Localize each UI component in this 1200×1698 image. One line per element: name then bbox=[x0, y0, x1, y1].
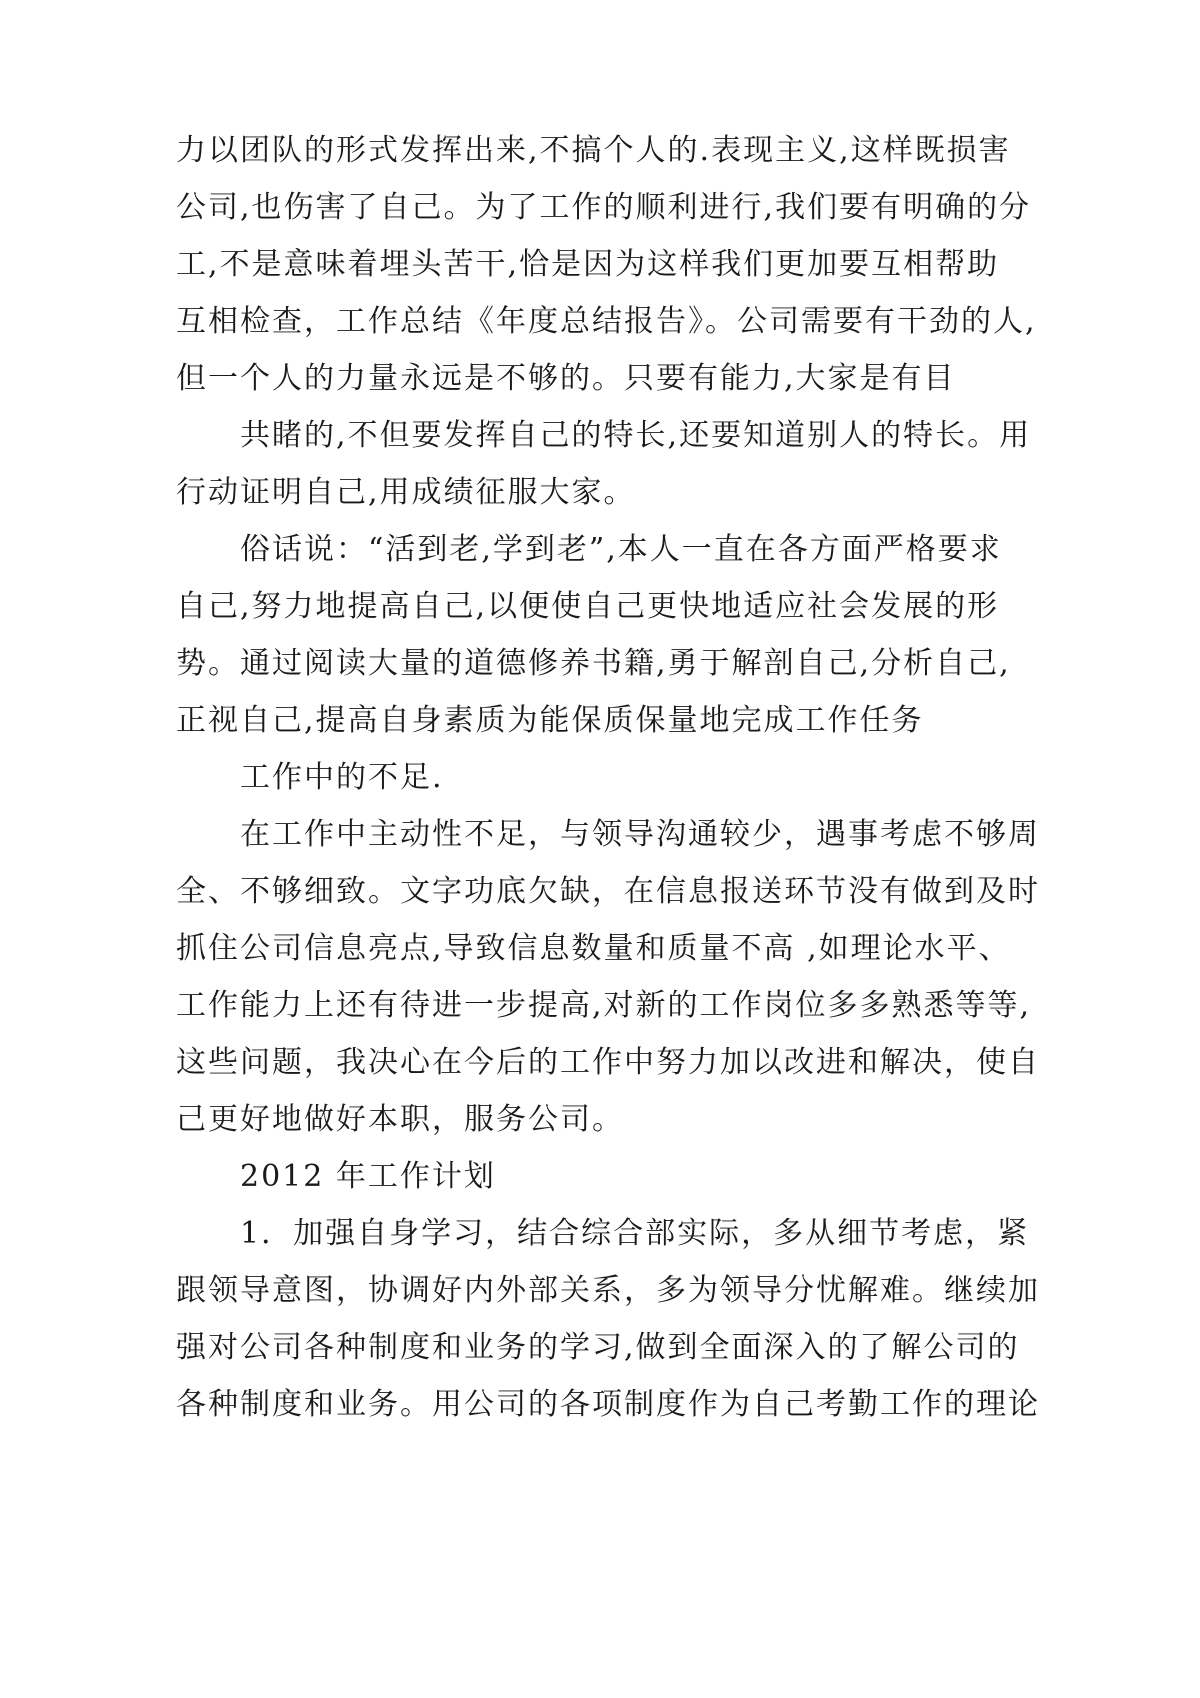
text-line: 正视自己,提高自身素质为能保质保量地完成工作任务 bbox=[176, 703, 924, 738]
text-line: 各种制度和业务。用公司的各项制度作为自己考勤工作的理论 bbox=[176, 1387, 1040, 1422]
text-line: 行动证明自己,用成绩征服大家。 bbox=[176, 475, 636, 510]
text-line: 但一个人的力量永远是不够的。只要有能力,大家是有目 bbox=[176, 361, 956, 396]
text-line: 共睹的,不但要发挥自己的特长,还要知道别人的特长。用 bbox=[240, 418, 1032, 453]
text-line: 势。通过阅读大量的道德修养书籍,勇于解剖自己,分析自己, bbox=[176, 646, 1011, 681]
text-line: 己更好地做好本职，服务公司。 bbox=[176, 1102, 624, 1137]
text-line: 工作中的不足. bbox=[240, 760, 444, 795]
text-line: 力以团队的形式发挥出来,不搞个人的.表现主义,这样既损害 bbox=[176, 133, 1011, 168]
text-line: 2012 年工作计划 bbox=[240, 1159, 496, 1194]
text-line: 工作能力上还有待进一步提高,对新的工作岗位多多熟悉等等, bbox=[176, 988, 1032, 1023]
document-body bbox=[176, 122, 1040, 1433]
text-line: 强对公司各种制度和业务的学习,做到全面深入的了解公司的 bbox=[176, 1330, 1020, 1365]
text-line: 互相检查，工作总结《年度总结报告》。公司需要有干劲的人, bbox=[176, 304, 1037, 339]
text-line: 工,不是意味着埋头苦干,恰是因为这样我们更加要互相帮助 bbox=[176, 247, 1000, 282]
text-line: 1．加强自身学习，结合综合部实际，多从细节考虑，紧 bbox=[240, 1216, 1030, 1251]
text-line: 在工作中主动性不足，与领导沟通较少，遇事考虑不够周 bbox=[240, 817, 1040, 852]
text-line: 自己,努力地提高自己,以便使自己更快地适应社会发展的形 bbox=[176, 589, 1000, 624]
text-line: 公司,也伤害了自己。为了工作的顺利进行,我们要有明确的分 bbox=[176, 190, 1032, 225]
text-line: 全、不够细致。文字功底欠缺，在信息报送环节没有做到及时 bbox=[176, 874, 1040, 909]
text-line: 这些问题，我决心在今后的工作中努力加以改进和解决，使自 bbox=[176, 1045, 1040, 1080]
text-line: 跟领导意图，协调好内外部关系，多为领导分忧解难。继续加 bbox=[176, 1273, 1040, 1308]
text-line: 抓住公司信息亮点,导致信息数量和质量不高 ,如理论水平、 bbox=[176, 931, 1011, 966]
text-line: 俗话说：“活到老,学到老”,本人一直在各方面严格要求 bbox=[240, 532, 1002, 567]
